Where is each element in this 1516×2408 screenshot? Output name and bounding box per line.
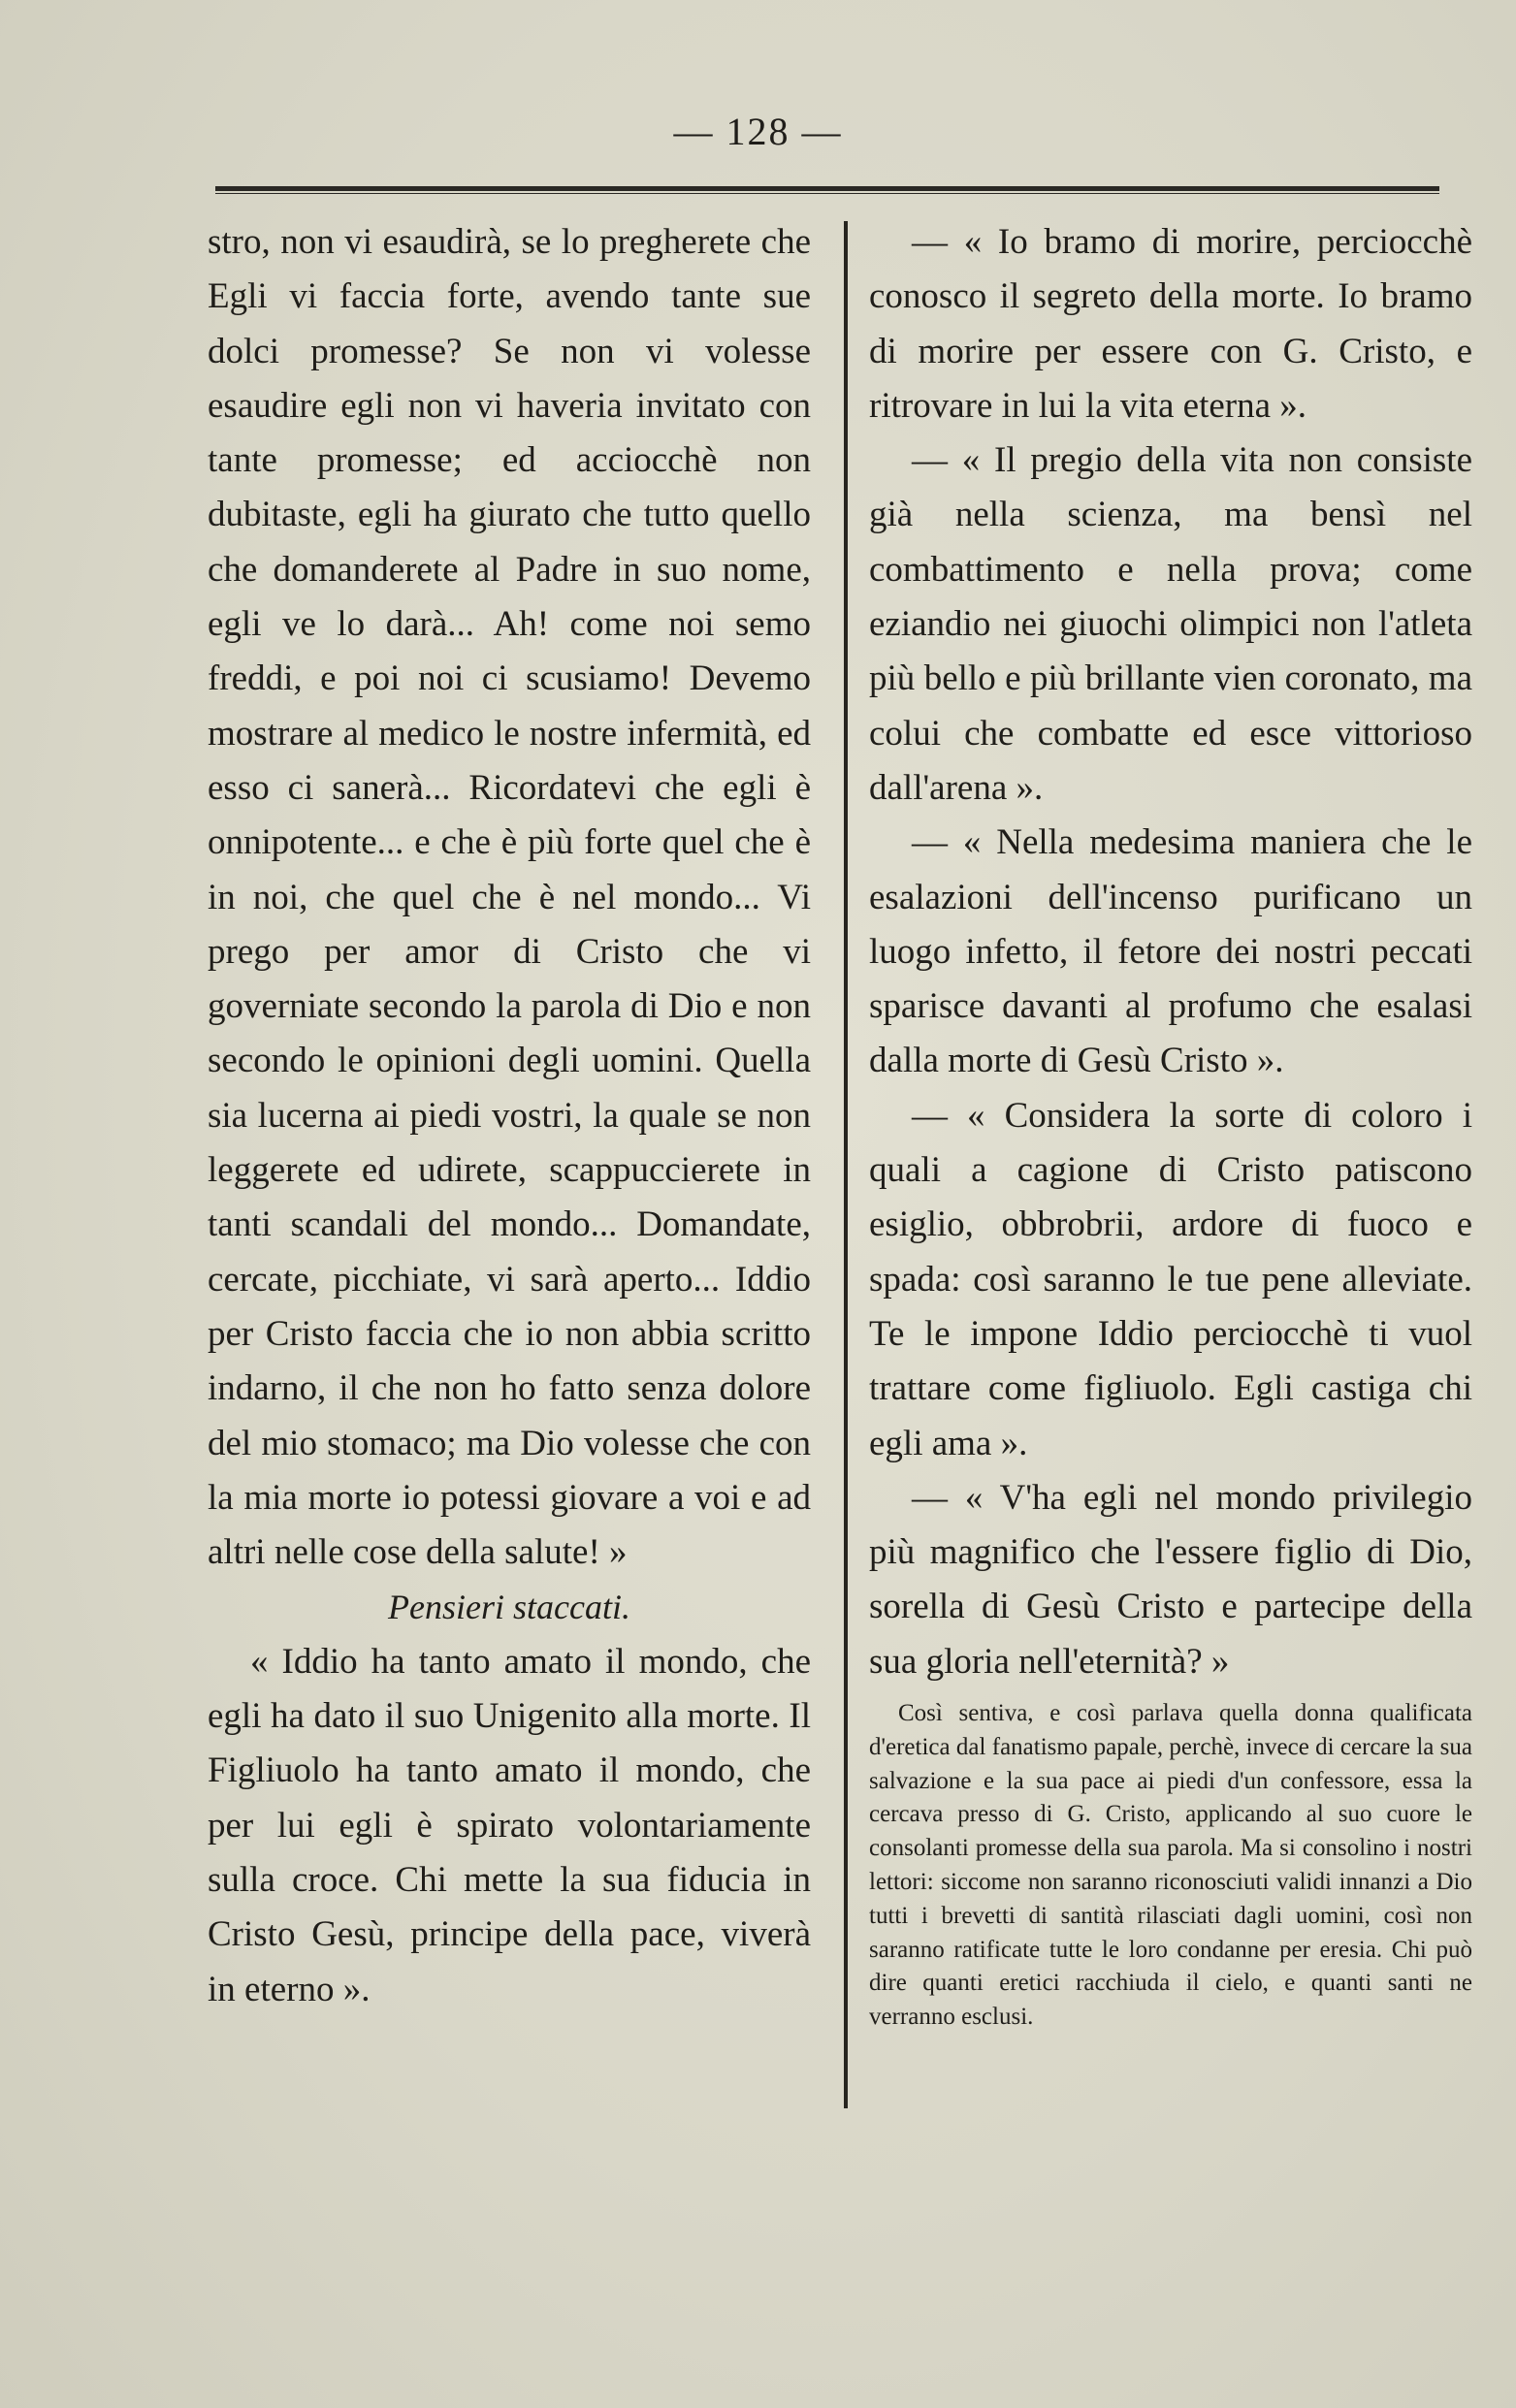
thought-paragraph: — « Io bramo di morire, perciocchè conosco il segreto della morte. Io bramo di morire per essere con G. Cristo, e ritrovare in lui la vita eterna ».	[869, 222, 1472, 426]
editorial-note: Così sentiva, e così parlava quella donna qualificata d'eretica dal fanatismo papale, perchè, invece di cercare la sua salvazione e la sua pace ai piedi d'un confessore, essa la cercava presso di G. Cristo, applicando al suo cuore le consolanti promesse della sua parola. Ma si consolino i nostri lettori: siccome non saranno riconosciuti validi innanzi a Dio tutti i brevetti di santità rilasciati dagli uomini, così non saranno ratificate tutte le loro condanne per eresia. Chi può dire quanti eretici racchiuda il cielo, e quanti santi ne verranno esclusi.	[869, 1700, 1472, 2031]
thought-paragraph: « Iddio ha tanto amato il mondo, che egli ha dato il suo Unigenito alla morte. Il Figliuolo ha tanto amato il mondo, che per lui egli è spirato volontariamente sulla croce. Chi mette la sua fiducia in Cristo Gesù, principe della pace, viverà in eterno ».	[208, 1641, 811, 2009]
thought-paragraph: — « Il pregio della vita non consiste già nella scienza, ma bensì nel combattimento e nella prova; come eziandio nei giuochi olimpici non l'atleta più bello e più brillante vien coronato, ma colui che combatte ed esce vittorioso dall'arena ».	[869, 440, 1472, 808]
column-divider	[844, 221, 848, 2108]
thought-paragraph: — « Nella medesima maniera che le esalazioni dell'incenso purificano un luogo infetto, il fetore dei nostri peccati sparisce davanti al profumo che esalasi dalla morte di Gesù Cristo ».	[869, 822, 1472, 1081]
thought-paragraph: — « Considera la sorte di coloro i quali a cagione di Cristo patiscono esiglio, obbrobrii, ardore di fuoco e spada: così saranno le tue pene alleviate. Te le impone Iddio perciocchè ti vuol trattare come figliuolo. Egli castiga chi egli ama ».	[869, 1095, 1472, 1463]
letter-text: stro, non vi esaudirà, se lo pregherete che Egli vi faccia forte, avendo tante sue dolci promesse? Se non vi volesse esaudire egli non vi haveria invitato con tante promesse; ed acciocchè non dubitaste, egli ha giurato che tutto quello che domanderete al Padre in suo nome, egli ve lo darà... Ah! come noi semo freddi, e poi noi ci scusiamo! Devemo mostrare al medico le nostre infermità, ed esso ci sanerà... Ricordatevi che egli è onnipotente... e che è più forte quel che è in noi, che quel che è nel mondo... Vi prego per amor di Cristo che vi governiate secondo la parola di Dio e non secondo le opinioni degli uomini. Quella sia lucerna ai piedi vostri, la quale se non leggerete ed udirete, scappuccierete in tanti scandali del mondo... Domandate, cercate, picchiate, vi sarà aperto... Iddio per Cristo faccia che io non abbia scritto indarno, il che non ho fatto senza dolore del mio stomaco; ma Dio volesse che con la mia morte io potessi giovare a voi e ad altri nelle cose della salute! »	[208, 222, 811, 1573]
section-heading: Pensieri staccati.	[388, 1588, 630, 1627]
header-rule	[215, 186, 1439, 194]
page-number: — 128 —	[673, 110, 843, 153]
left-column	[208, 215, 811, 2017]
right-column	[869, 215, 1472, 2035]
thought-paragraph: — « V'ha egli nel mondo privilegio più magnifico che l'essere figlio di Dio, sorella di Gesù Cristo e partecipe della sua gloria nell'eternità? »	[869, 1477, 1472, 1682]
